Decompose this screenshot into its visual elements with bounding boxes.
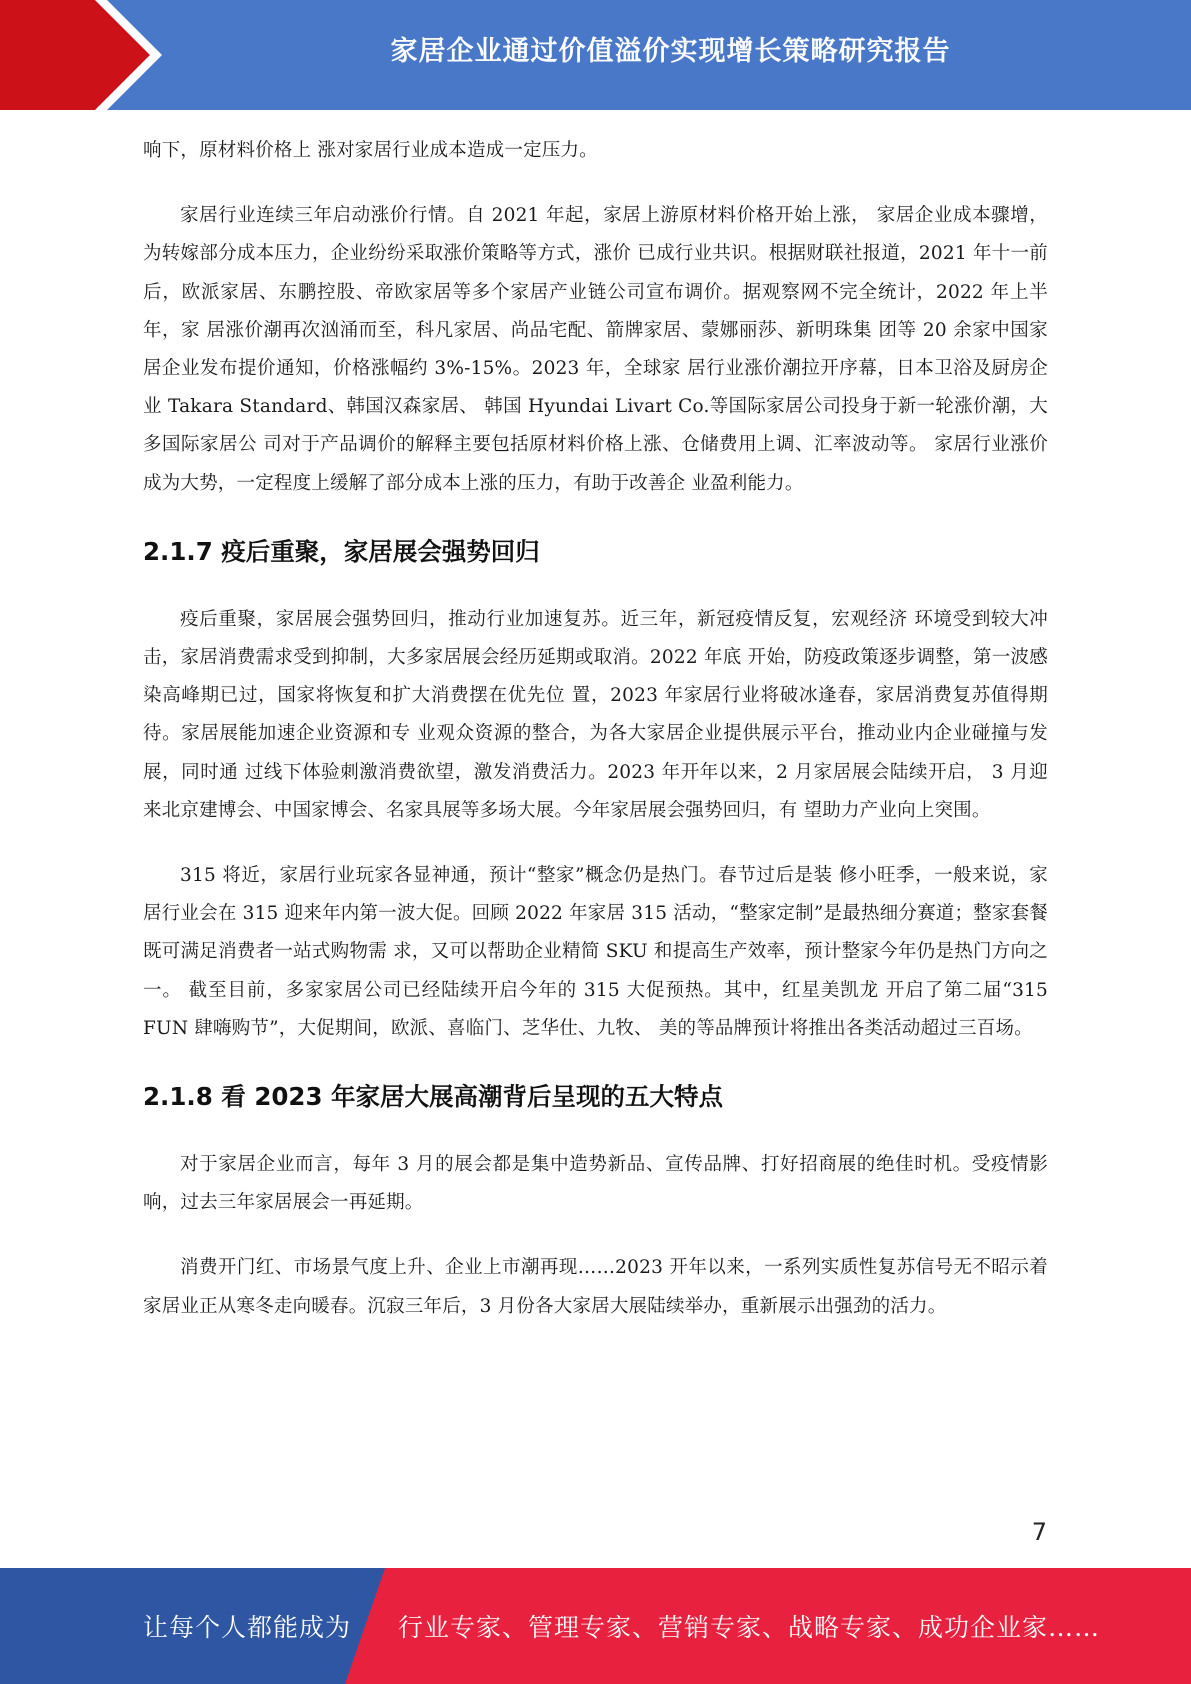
page-header (0, 0, 1191, 110)
paragraph-expo-return: 疫后重聚，家居展会强势回归，推动行业加速复苏。近三年，新冠疫情反复，宏观经济 环境受到较大冲击，家居消费需求受到抑制，大多家居展会经历延期或取消。2022 年底 开始，防疫政策逐步调整，第一波感染高峰期已过，国家将恢复和扩大消费摆在优先位 置，2023 年家居行业将破冰逢春，家居消费复苏值得期待。家居展能加速企业资源和专 业观众资源的整合，为各大家居企业提供展示平台，推动业内企业碰撞与发展，同时通 过线下体验刺激消费欲望，激发消费活力。2023 年开年以来，2 月家居展会陆续开启， 3 月迎来北京建博会、中国家博会、名家具展等多场大展。今年家居展会强势回归，有 望助力产业向上突围。 (143, 608, 1048, 821)
footer-slogan-right: 行业专家、管理专家、营销专家、战略专家、成功企业家…… (398, 1613, 1101, 1642)
section-heading-2-1-8: 2.1.8 看 2023 年家居大展高潮背后呈现的五大特点 (143, 1082, 724, 1112)
report-title: 家居企业通过价值溢价实现增长策略研究报告 (390, 36, 951, 67)
paragraph-price-rise: 家居行业连续三年启动涨价行情。自 2021 年起，家居上游原材料价格开始上涨， 家居企业成本骤增，为转嫁部分成本压力，企业纷纷采取涨价策略等方式，涨价 已成行业共识。根据财联社报道，2021 年十一前后，欧派家居、东鹏控股、帝欧家居等多个家居产业链公司宣布调价。据观察网不完全统计，2022 年上半年，家 居涨价潮再次汹涌而至，科凡家居、尚品宅配、箭牌家居、蒙娜丽莎、新明珠集 团等 20 余家中国家居企业发布提价通知，价格涨幅约 3%-15%。2023 年，全球家 居行业涨价潮拉开序幕，日本卫浴及厨房企业 Takara Standard、韩国汉森家居、 韩国 Hyundai Livart Co.等国际家居公司投身于新一轮涨价潮，大多国际家居公 司对于产品调价的解释主要包括原材料价格上涨、仓储费用上调、汇率波动等。 家居行业涨价成为大势，一定程度上缓解了部分成本上涨的压力，有助于改善企 业盈利能力。 (143, 205, 1048, 494)
paragraph-315-promotion: 315 将近，家居行业玩家各显神通，预计“整家”概念仍是热门。春节过后是装 修小旺季，一般来说，家居行业会在 315 迎来年内第一波大促。回顾 2022 年家居 315 活动，“整家定制”是最热细分赛道；整家套餐既可满足消费者一站式购物需 求，又可以帮助企业精简 SKU 和提高生产效率，预计整家今年仍是热门方向之一。 截至目前，多家家居公司已经陆续开启今年的 315 大促预热。其中，红星美凯龙 开启了第二届“315 FUN 肆嗨购节”，大促期间，欧派、喜临门、芝华仕、九牧、 美的等品牌预计将推出各类活动超过三百场。 (143, 865, 1048, 1039)
page-footer (0, 1568, 1191, 1684)
section-heading-2-1-7: 2.1.7 疫后重聚，家居展会强势回归 (143, 536, 540, 566)
paragraph-march-expo: 对于家居企业而言，每年 3 月的展会都是集中造势新品、宣传品牌、打好招商展的绝佳时机。受疫情影响，过去三年家居展会一再延期。 (143, 1154, 1048, 1214)
footer-slogan-left: 让每个人都能成为 (143, 1613, 352, 1642)
paragraph-continued: 响下，原材料价格上 涨对家居行业成本造成一定压力。 (143, 140, 598, 161)
page-number: 7 (1031, 1518, 1047, 1546)
paragraph-recovery-signals: 消费开门红、市场景气度上升、企业上市潮再现……2023 开年以来，一系列实质性复苏信号无不昭示着家居业正从寒冬走向暖春。沉寂三年后，3 月份各大家居大展陆续举办，重新展示出强劲的活力。 (143, 1257, 1048, 1317)
main-content (143, 132, 1048, 1326)
